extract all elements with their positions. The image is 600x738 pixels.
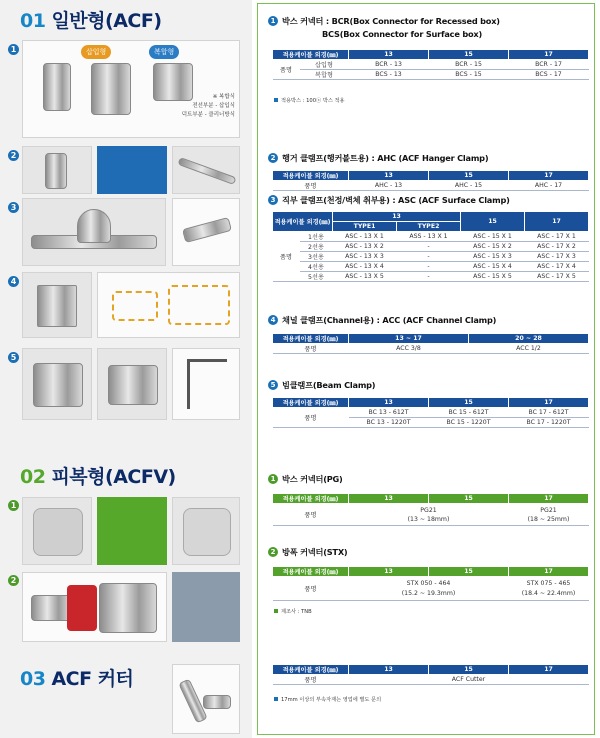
table-row	[273, 272, 589, 282]
g2-title: 2 방폭 커넥터(STX)	[268, 547, 347, 558]
table-cell: -	[397, 242, 461, 252]
product-image-column	[0, 0, 252, 738]
header-cell: TYPE1	[333, 222, 397, 232]
table-cell: BC 17 - 1220T	[509, 418, 589, 428]
pg-connector-image	[22, 497, 92, 565]
table-cell: 품명	[273, 675, 349, 685]
table-cell: ASS - 13 X 1	[397, 232, 461, 242]
table-cell: ASC - 17 X 2	[525, 242, 589, 252]
s3-table	[272, 211, 589, 282]
table-cell: BCS - 13	[349, 70, 429, 80]
header-cell: 17	[509, 567, 589, 577]
hanger-clamp-shape	[45, 153, 67, 189]
header-cell: 15	[429, 398, 509, 408]
badge-g2: 2	[8, 575, 19, 586]
table-header-row	[273, 665, 589, 675]
header-cell: 13	[349, 171, 429, 181]
table-cell: 품명	[273, 408, 349, 428]
table-cell: -	[397, 272, 461, 282]
table-cell: ASC - 17 X 3	[525, 252, 589, 262]
header-cell: 13	[349, 494, 429, 504]
table-cell: BC 15 - 1220T	[429, 418, 509, 428]
hanger-install-image	[172, 146, 240, 194]
table-row	[273, 408, 589, 418]
badge-3: 3	[8, 202, 19, 213]
table-cell: 1선용	[300, 232, 333, 242]
table-cell: ASC - 13 X 4	[333, 262, 397, 272]
header-cell: 17	[509, 665, 589, 675]
table-cell: ACF Cutter	[349, 675, 589, 685]
header-cell: 13	[349, 398, 429, 408]
table-cell: BCR - 13	[349, 60, 429, 70]
table-cell: AHC - 17	[509, 181, 589, 191]
table-cell: 품명	[273, 181, 349, 191]
table-cell: PG21 (18 ~ 25mm)	[509, 504, 589, 526]
table-cell: STX 050 - 464 (15.2 ~ 19.3mm)	[349, 577, 509, 601]
header-cell: 13	[349, 665, 429, 675]
s1-footnote: 적용박스 : 100ⓢ 박스 적용	[274, 97, 345, 104]
pg-green-panel	[97, 497, 167, 565]
table-cell: ASC - 13 X 3	[333, 252, 397, 262]
section-02-title: 02 피복형(ACFV)	[20, 466, 176, 488]
channel-clamp-image	[22, 272, 92, 338]
channel-clamp-shape	[37, 285, 77, 327]
g1-title: 1 박스 커넥터(PG)	[268, 474, 343, 485]
header-cell: 17	[509, 50, 589, 60]
channel-diagram-outline-2	[168, 285, 230, 325]
s4-table	[272, 333, 589, 354]
table-cell: ASC - 17 X 1	[525, 232, 589, 242]
s03-footnote: 17mm 이상의 부속자재는 영업에 별도 문의	[274, 696, 381, 703]
header-cell: TYPE2	[397, 222, 461, 232]
box-connector-image	[22, 40, 240, 138]
pg-connector-image-2	[172, 497, 240, 565]
header-cell: 17	[509, 494, 589, 504]
s3-title: 3 직부 클램프(천정/벽체 취부용) : ASC (ACF Surface Clamp)	[268, 195, 510, 206]
stx-gray-panel	[172, 572, 240, 642]
s1-title: 1 박스 커넥터 : BCR(Box Connector for Recessed box)	[268, 16, 500, 27]
header-cell: 적용케이블 외경(㎜)	[273, 494, 349, 504]
badge-5: 5	[8, 352, 19, 363]
header-cell: 15	[429, 494, 509, 504]
cutter-head-shape	[203, 695, 231, 709]
badge-2: 2	[8, 150, 19, 161]
table-row	[273, 262, 589, 272]
table-cell: 복합형	[300, 70, 349, 80]
header-cell: 17	[509, 171, 589, 181]
table-row	[273, 504, 589, 526]
table-cell: ACC 3/8	[349, 344, 469, 354]
stx-red-ring-shape	[67, 585, 97, 631]
table-cell: -	[397, 252, 461, 262]
table-header-row	[273, 50, 589, 60]
section-01-title: 01 일반형(ACF)	[20, 10, 162, 32]
spec-table-panel	[257, 3, 595, 735]
table-cell: 3선용	[300, 252, 333, 262]
table-cell: ASC - 15 X 5	[461, 272, 525, 282]
pg-connector-shape	[33, 508, 83, 556]
surface-clamp-saddle-shape	[77, 209, 111, 243]
tag-insert: 삽입형	[81, 45, 111, 59]
badge-4: 4	[8, 276, 19, 287]
table-cell: 품명	[273, 60, 300, 80]
tag-combo: 복합형	[149, 45, 179, 59]
header-cell: 13	[333, 212, 461, 222]
header-cell: 17	[525, 212, 589, 232]
table-header-row	[273, 567, 589, 577]
multi-clamp-image	[172, 198, 240, 266]
table-cell: 2선용	[300, 242, 333, 252]
s03-table	[272, 664, 589, 685]
table-cell: 품명	[273, 504, 349, 526]
header-cell: 15	[429, 567, 509, 577]
table-row	[273, 60, 589, 70]
table-cell: BC 17 - 612T	[509, 408, 589, 418]
table-header-row	[273, 334, 589, 344]
table-cell: 품명	[273, 577, 349, 601]
badge-g1: 1	[8, 500, 19, 511]
table-cell: ASC - 13 X 1	[333, 232, 397, 242]
section-03-title: 03 ACF 커터	[20, 668, 134, 690]
table-cell: STX 075 - 465 (18.4 ~ 22.4mm)	[509, 577, 589, 601]
hanger-clamp-image	[22, 146, 92, 194]
table-row	[273, 577, 589, 601]
s4-title: 4 채널 클램프(Channel용) : ACC (ACF Channel Clamp)	[268, 315, 496, 326]
header-cell: 적용케이블 외경(㎜)	[273, 398, 349, 408]
hanger-clamp-blue-panel	[97, 146, 167, 194]
header-cell: 적용케이블 외경(㎜)	[273, 567, 349, 577]
table-cell: 삽입형	[300, 60, 349, 70]
table-cell: ASC - 15 X 3	[461, 252, 525, 262]
table-row	[273, 181, 589, 191]
table-row	[273, 675, 589, 685]
s2-title: 2 행거 클램프(행커볼트용) : AHC (ACF Hanger Clamp)	[268, 153, 488, 164]
table-row	[273, 242, 589, 252]
beam-diagram-line	[187, 359, 227, 409]
table-header-row	[273, 212, 589, 222]
table-cell: ASC - 13 X 2	[333, 242, 397, 252]
table-cell: 품명	[273, 232, 300, 282]
connector-bcr-shape	[43, 63, 71, 111]
header-cell: 15	[429, 665, 509, 675]
header-cell: 17	[509, 398, 589, 408]
table-row	[273, 232, 589, 242]
table-cell: ASC - 15 X 4	[461, 262, 525, 272]
table-cell: ACC 1/2	[469, 344, 589, 354]
table-cell: BCS - 15	[429, 70, 509, 80]
header-cell: 적용케이블 외경(㎜)	[273, 665, 349, 675]
header-cell: 적용케이블 외경(㎜)	[273, 171, 349, 181]
table-cell: 4선용	[300, 262, 333, 272]
table-cell: BCS - 17	[509, 70, 589, 80]
table-row	[273, 344, 589, 354]
surface-clamp-image	[22, 198, 166, 266]
table-cell: ASC - 17 X 5	[525, 272, 589, 282]
beam-clamp-shape-2	[108, 365, 158, 405]
stx-connector-image	[22, 572, 167, 642]
beam-clamp-image	[22, 348, 92, 420]
header-cell: 15	[461, 212, 525, 232]
hanger-cable-shape	[177, 157, 236, 185]
header-cell: 적용케이블 외경(㎜)	[273, 334, 349, 344]
header-cell: 적용케이블 외경(㎜)	[273, 50, 349, 60]
header-cell: 적용케이블 외경(㎜)	[273, 212, 333, 232]
table-cell: BC 13 - 612T	[349, 408, 429, 418]
s5-table	[272, 397, 589, 428]
header-cell: 13	[349, 567, 429, 577]
table-cell: ASC - 15 X 1	[461, 232, 525, 242]
multi-clamp-shape	[182, 217, 232, 243]
beam-clamp-diagram	[172, 348, 240, 420]
header-cell: 13	[349, 50, 429, 60]
table-header-row	[273, 398, 589, 408]
header-cell: 15	[429, 50, 509, 60]
header-cell: 13 ~ 17	[349, 334, 469, 344]
combo-note: ※ 복합식 전선부분 - 삽입식 덕트부분 - 클리너방식	[181, 94, 235, 118]
table-cell: ASC - 15 X 2	[461, 242, 525, 252]
acf-cutter-image	[172, 664, 240, 734]
beam-clamp-shape	[33, 363, 83, 407]
connector-bcs-shape	[91, 63, 131, 115]
g2-table	[272, 566, 589, 601]
s5-title: 5 빔클램프(Beam Clamp)	[268, 380, 375, 391]
stx-connector-body-shape	[31, 595, 71, 621]
table-cell: 5선용	[300, 272, 333, 282]
s1-title-2: BCS(Box Connector for Surface box)	[322, 29, 483, 39]
table-cell: AHC - 15	[429, 181, 509, 191]
header-cell: 20 ~ 28	[469, 334, 589, 344]
table-cell: AHC - 13	[349, 181, 429, 191]
header-cell: 15	[429, 171, 509, 181]
table-cell: BCR - 17	[509, 60, 589, 70]
s1-table	[272, 49, 589, 80]
table-cell: PG21 (13 ~ 18mm)	[349, 504, 509, 526]
table-cell: BCR - 15	[429, 60, 509, 70]
table-row	[273, 70, 589, 80]
g1-table	[272, 493, 589, 526]
g2-footnote: 제조사 : TNB	[274, 608, 312, 615]
table-header-row	[273, 171, 589, 181]
beam-clamp-image-2	[97, 348, 167, 420]
s2-table	[272, 170, 589, 191]
channel-install-diagram	[97, 272, 240, 338]
table-cell: 품명	[273, 344, 349, 354]
stx-connector-nut-shape	[99, 583, 157, 633]
table-cell: ASC - 17 X 4	[525, 262, 589, 272]
table-cell: -	[397, 262, 461, 272]
pg-connector-shape-2	[183, 508, 231, 556]
badge-1: 1	[8, 44, 19, 55]
table-cell: ASC - 13 X 5	[333, 272, 397, 282]
channel-diagram-outline	[112, 291, 158, 321]
table-cell: BC 15 - 612T	[429, 408, 509, 418]
table-header-row	[273, 494, 589, 504]
table-row	[273, 252, 589, 262]
table-cell: BC 13 - 1220T	[349, 418, 429, 428]
